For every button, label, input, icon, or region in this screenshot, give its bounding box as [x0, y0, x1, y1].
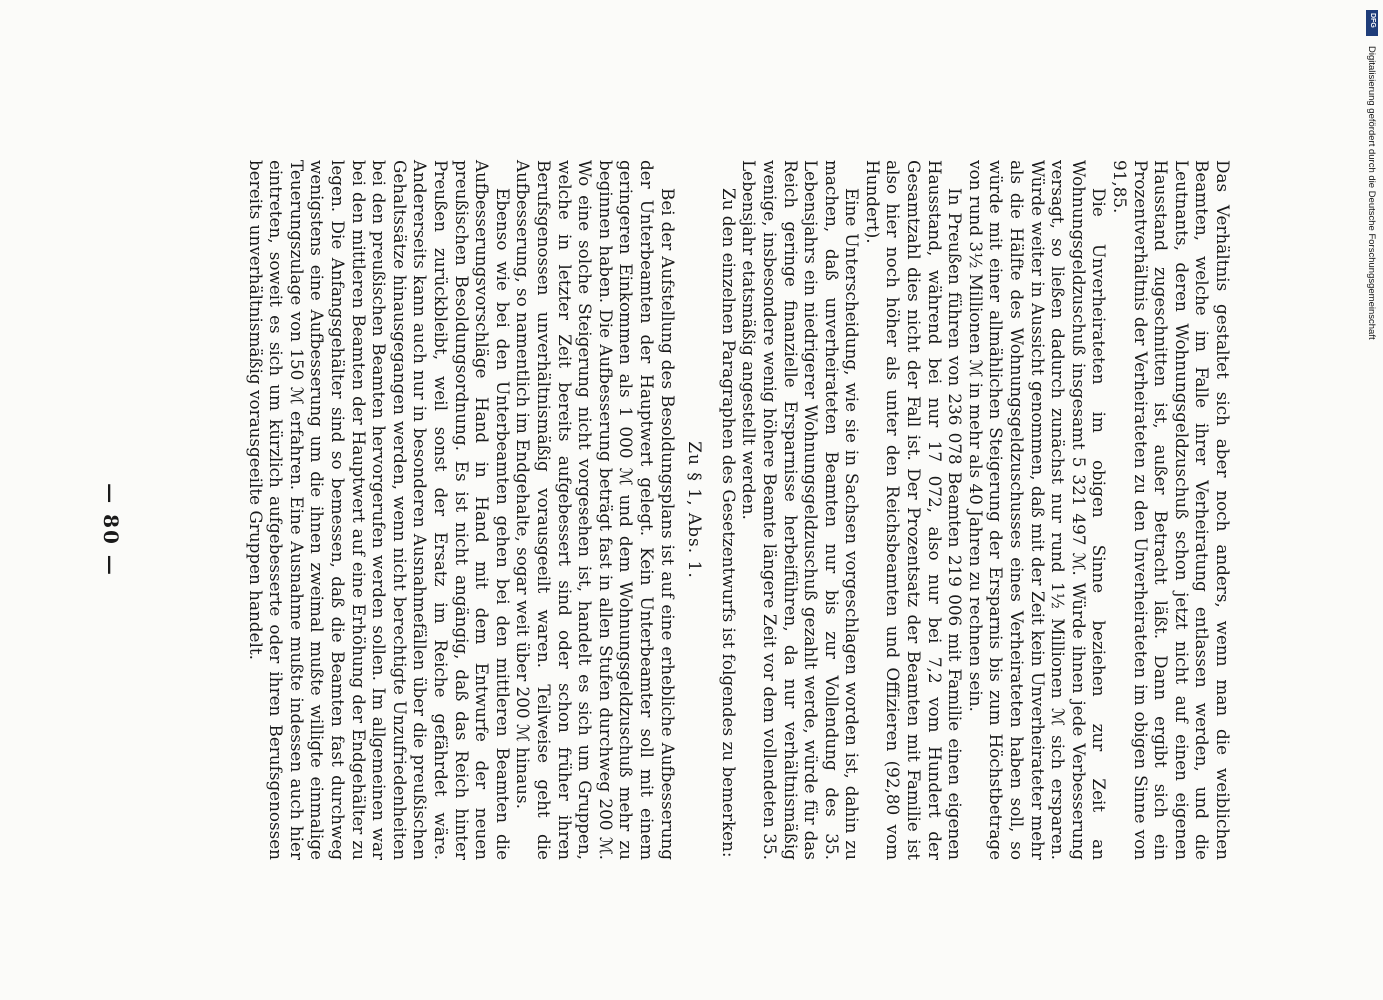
- page-number: — 80 —: [99, 483, 123, 577]
- paragraph: Die Unverheirateten im obigen Sinne beziehen zur Zeit an Wohnungsgeldzuschuß insgesamt 5 321 497 ℳ. Würde ihnen jede Verbesserung versagt, so ließen dadurch zunächst nur rund 1½ Millionen ℳ sich ersparen. Würde weiter in Aussicht genommen, daß mit der Zeit kein Unverheirateter mehr als die Hälfte des Wohnungsgeldzuschusses eines Verheirateten haben soll, so würde mit einer allmählichen Steigerung der Ersparnis bis zum Höchstbetrage von rund 3½ Millionen ℳ in mehr als 40 Jahren zu rechnen sein.: [965, 160, 1110, 860]
- paragraph-group-bottom: [245, 160, 677, 860]
- section-title: Zu § 1, Abs. 1.: [684, 441, 705, 579]
- paragraph: Das Verhältnis gestaltet sich aber noch anders, wenn man die weiblichen Beamten, welche im Falle ihrer Verheiratung entlassen werden, und die Leutnants, deren Wohnungsgeldzuschuß schon jetzt nicht auf einen eigenen Hausstand zugeschnitten ist, außer Betracht läßt. Dann ergibt sich ein Prozentverhältnis der Verheirateten zu den Unverheirateten im obigen Sinne von 91,85.: [1110, 160, 1233, 860]
- credit-text: Digitalisierung gefördert durch die Deutsche Forschungsgemeinschaft: [1366, 46, 1377, 340]
- paragraph-group-top: [718, 160, 1233, 860]
- paragraph: Eine Unterscheidung, wie sie in Sachsen vorgeschlagen worden ist, dahin zu machen, daß unverheirateten Beamten nur bis zur Vollendung des 35. Lebensjahrs ein niedrigerer Wohnungsgeldzuschuß gezahlt werde, würde für das Reich geringe finanzielle Ersparnisse herbeiführen, da nur verhältnismäßig wenige, insbesondere wenig höhere Beamte längere Zeit vor dem vollendeten 35. Lebensjahr etatsmäßig angestellt werden.: [739, 160, 863, 860]
- paragraph: Zu den einzelnen Paragraphen des Gesetzentwurfs ist folgendes zu bemerken:: [718, 188, 739, 858]
- paragraph: Bei der Aufstellung des Besoldungsplans ist auf eine erhebliche Aufbesserung der Unterbeamten der Hauptwert gelegt. Kein Unterbeamter soll mit einem geringeren Einkommen als 1 000 ℳ und dem Wohnungsgeldzuschuß mehr zu beginnen haben. Die Aufbesserung beträgt fast in allen Stufen durchweg 200 ℳ. Wo eine solche Steigerung nicht vorgesehen ist, handelt es sich um Gruppen, welche in letzter Zeit bereits aufgebessert sind oder schon früher ihren Berufsgenossen unverhältnismäßig vorausgeeilt waren. Teilweise geht die Aufbesserung, so namentlich im Endgehalte, sogar weit über 200 ℳ hinaus.: [513, 160, 678, 860]
- digitization-credit: [1365, 10, 1379, 990]
- dfg-logo-icon: DFG: [1366, 10, 1378, 36]
- body-text: [245, 160, 1233, 860]
- paragraph: In Preußen führen von 236 078 Beamten 219 006 mit Familie einen eigenen Hausstand, während bei nur 17 072, also nur bei 7,2 vom Hundert der Gesamtzahl dies nicht der Fall ist. Der Prozentsatz der Beamten mit Familie ist also hier noch höher als unter den Reichsbeamten und Offizieren (92,80 vom Hundert).: [862, 160, 966, 860]
- paragraph: Ebenso wie bei den Unterbeamten gehen bei den mittleren Beamten die Aufbesserungsvorschläge Hand in Hand mit dem Entwurfe der neuen preußischen Besoldungsordnung. Es ist nicht angängig, daß das Reich hinter Preußen zurückbleibt, weil sonst der Ersatz im Reiche gefährdet wäre. Andererseits kann auch nur in besonderen Ausnahmefällen über die preußischen Gehaltssätze hinausgegangen werden, wenn nicht berechtigte Unzufriedenheiten bei den preußischen Beamten hervorgerufen werden sollen. Im allgemeinen war bei den mittleren Beamten der Hauptwert auf eine Erhöhung der Endgehälter zu legen. Die Anfangsgehälter sind so bemessen, daß die Beamten fast durchweg wenigstens eine Aufbesserung um die ihnen zweimal mußte willigte einmalige Teuerungszulage von 150 ℳ erfahren. Eine Ausnahme mußte indessen auch hier eintreten, soweit es sich um kürzlich aufgebesserte oder ihren Berufsgenossen bereits unverhältnismäßig vorausgeeilte Gruppen handelt.: [245, 160, 513, 860]
